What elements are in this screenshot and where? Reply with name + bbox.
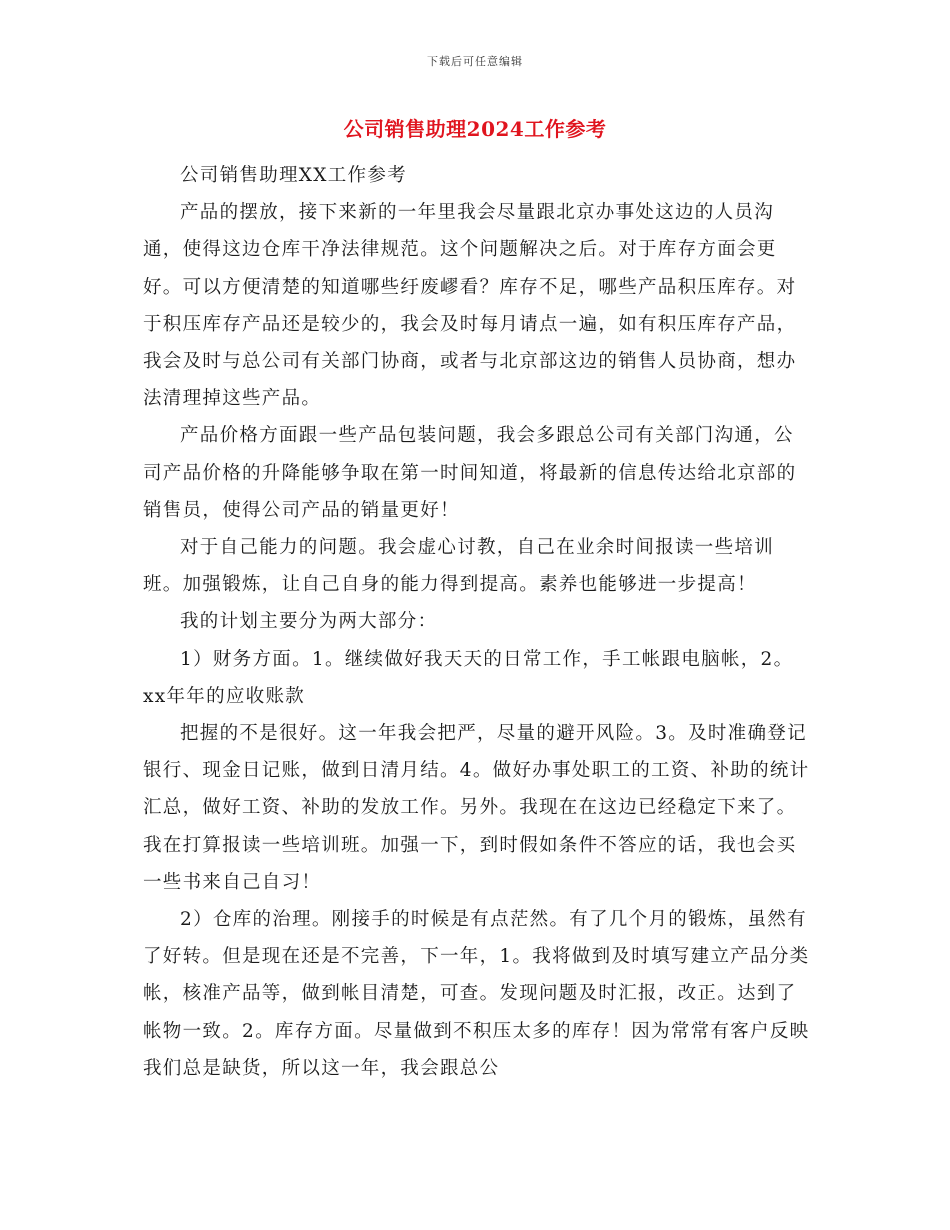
paragraph-plan-intro: 我的计划主要分为两大部分：: [180, 611, 438, 633]
paragraph-finance-detail: 把握的不是很好。这一年我会把严，尽量的避开风险。3。及时准确登记银行、现金日记账，做到日清月结。4。做好办事处职工的工资、补助的统计汇总，做好工资、补助的发放工作。另外。我现在在这边已经稳定下来了。我在打算报读一些培训班。加强一下，到时假如条件不答应的话，我也会买一些书来自己自习！: [143, 723, 810, 893]
paragraph-product-display: 产品的摆放，接下来新的一年里我会尽量跟北京办事处这边的人员沟通，使得这边仓库干净法律规范。这个问题解决之后。对于库存方面会更好。可以方便清楚的知道哪些纡废嵺看？库存不足，哪些产品积压库存。对于积压库存产品还是较少的，我会及时每月请点一遍，如有积压库存产品，我会及时与总公司有关部门协商，或者与北京部这边的销售人员协商，想办法清理掉这些产品。: [143, 202, 797, 410]
document-body: [143, 157, 813, 1087]
document-title: 公司销售助理2024工作参考: [343, 117, 607, 141]
paragraph-product-price: 产品价格方面跟一些产品包装问题，我会多跟总公司有关部门沟通，公司产品价格的升降能够争取在第一时间知道，将最新的信息传达给北京部的销售员，使得公司产品的销量更好！: [143, 425, 797, 521]
header-note: 下载后可任意编辑: [427, 55, 523, 68]
paragraph-self-ability: 对于自己能力的问题。我会虚心讨教，自己在业余时间报读一些培训班。加强锻炼，让自己自身的能力得到提高。素养也能够进一步提高！: [143, 537, 775, 596]
paragraph-warehouse: 2）仓库的治理。刚接手的时候是有点茫然。有了几个月的锻炼，虽然有了好转。但是现在还是不完善，下一年，1。我将做到及时填写建立产品分类帐，核准产品等，做到帐目清楚，可查。发现问题及时汇报，改正。达到了帐物一致。2。库存方面。尽量做到不积压太多的库存！因为常常有客户反映我们总是缺货，所以这一年，我会跟总公: [143, 909, 810, 1079]
paragraph-finance: 1）财务方面。1。继续做好我天天的日常工作，手工帐跟电脑帐，2。xx年年的应收账款: [143, 648, 794, 707]
paragraph-subtitle: 公司销售助理XX工作参考: [180, 165, 407, 186]
